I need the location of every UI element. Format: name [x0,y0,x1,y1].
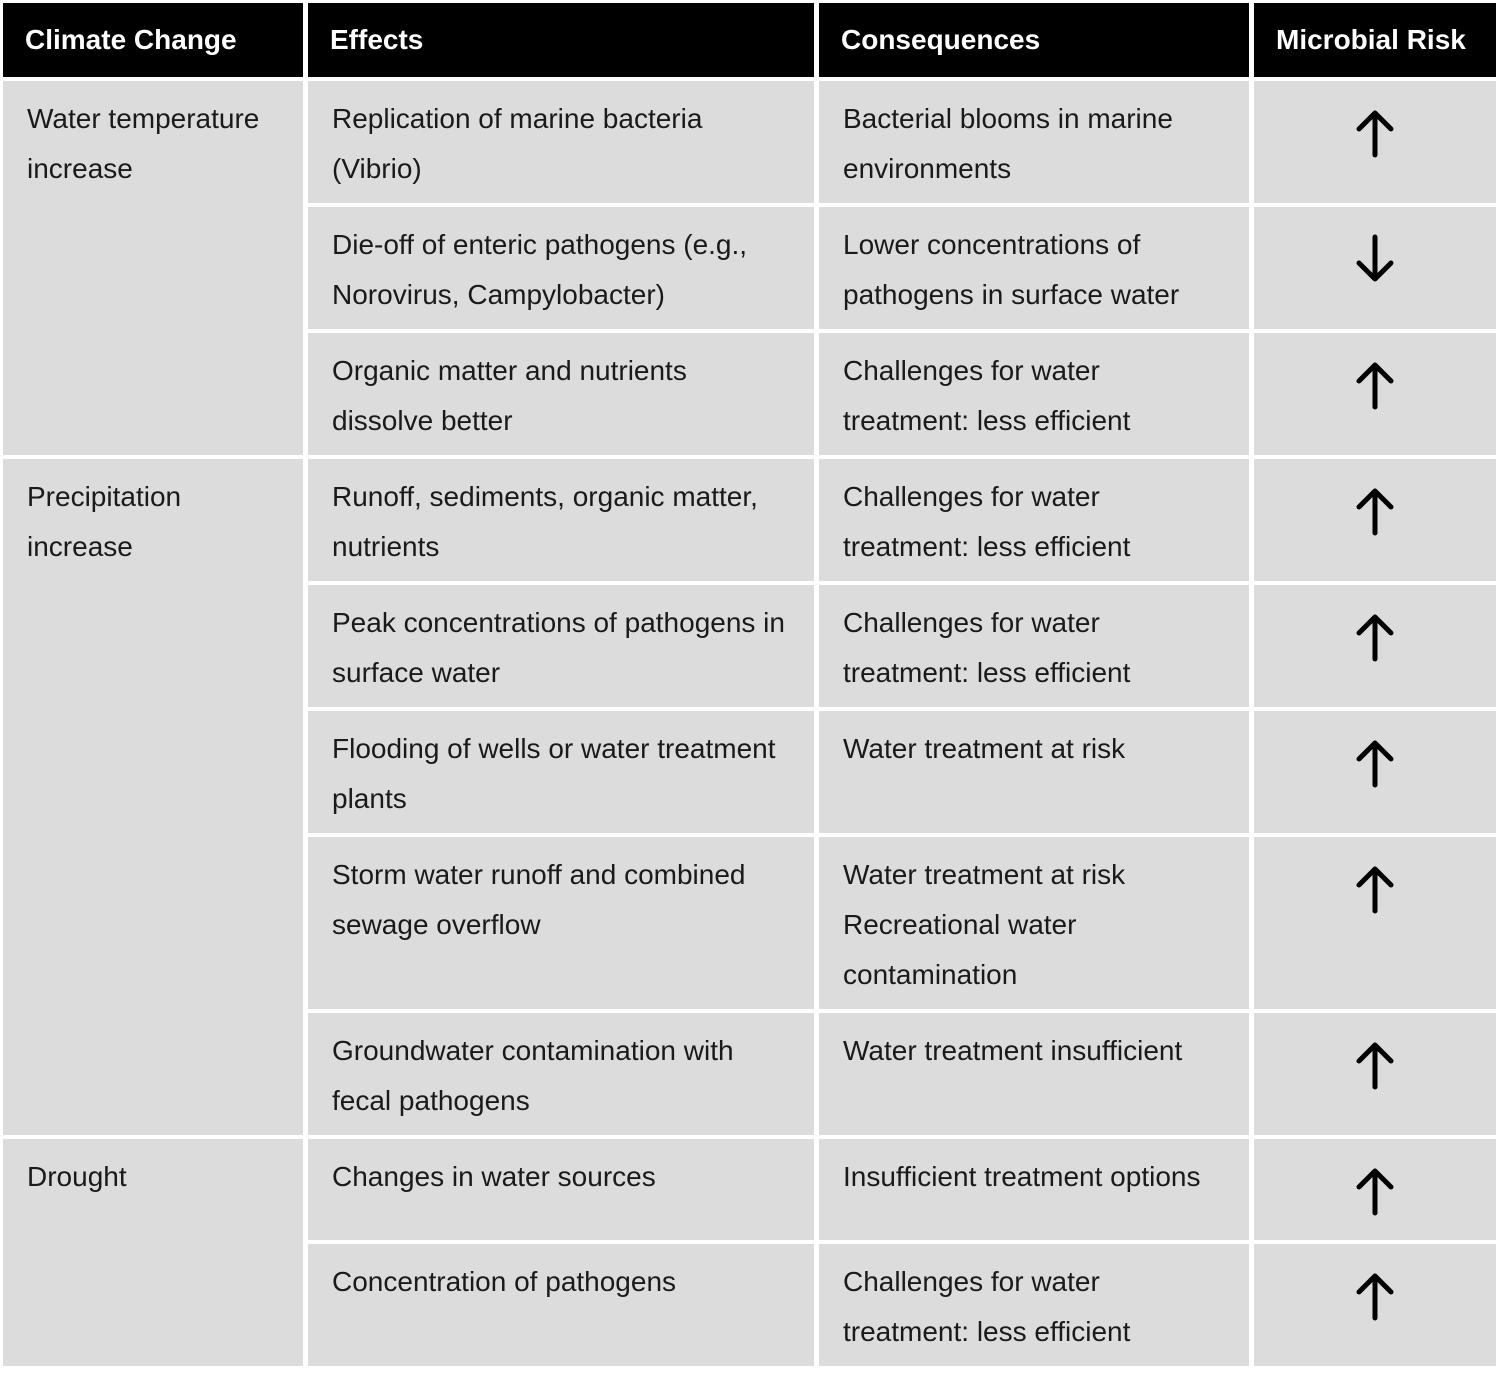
effect-cell: Concentration of pathogens [308,1244,814,1366]
climate-change-cell: Drought [3,1139,303,1366]
microbial-risk-cell [1254,585,1496,707]
consequence-text: Challenges for water treatment: less efficient [843,607,1131,688]
microbial-risk-cell [1254,333,1496,455]
effect-cell: Runoff, sediments, organic matter, nutrients [308,459,814,581]
consequence-text: Water treatment insufficient [843,1035,1183,1066]
effect-cell: Die-off of enteric pathogens (e.g., Norovirus, Campylobacter) [308,207,814,329]
consequence-cell [819,207,1249,329]
table-row [3,459,1496,581]
table-row [3,1139,1496,1240]
microbial-risk-cell [1254,711,1496,833]
header-effects: Effects [308,3,814,77]
microbial-risk-cell [1254,1013,1496,1135]
arrow-up-icon [1353,386,1397,417]
arrow-up-icon [1353,638,1397,669]
consequence-cell [819,1013,1249,1135]
consequence-cell [819,333,1249,455]
microbial-risk-cell [1254,81,1496,203]
consequence-text: Lower concentrations of pathogens in surface water [843,229,1180,310]
consequence-text: Water treatment at risk [843,859,1126,890]
effect-cell: Replication of marine bacteria (Vibrio) [308,81,814,203]
consequence-cell [819,585,1249,707]
arrow-up-icon [1353,512,1397,543]
header-consequences: Consequences [819,3,1249,77]
arrow-up-icon [1353,1192,1397,1223]
consequence-text: Water treatment at risk [843,733,1126,764]
arrow-up-icon [1353,134,1397,165]
consequence-cell [819,81,1249,203]
header-microbial-risk: Microbial Risk [1254,3,1496,77]
effect-cell: Flooding of wells or water treatment plants [308,711,814,833]
table-body [3,81,1496,1366]
microbial-risk-cell [1254,837,1496,1009]
consequence-cell [819,1244,1249,1366]
microbial-risk-cell [1254,459,1496,581]
consequence-cell [819,1139,1249,1240]
consequence-cell [819,837,1249,1009]
effect-cell: Organic matter and nutrients dissolve better [308,333,814,455]
header-row [3,3,1496,77]
effect-cell: Storm water runoff and combined sewage overflow [308,837,814,1009]
consequence-text: Insufficient treatment options [843,1161,1201,1192]
consequence-text: Bacterial blooms in marine environments [843,103,1173,184]
climate-change-cell: Water temperature increase [3,81,303,455]
microbial-risk-cell [1254,207,1496,329]
arrow-up-icon [1353,764,1397,795]
microbial-risk-cell [1254,1139,1496,1240]
consequence-text: Recreational water contamination [843,909,1077,990]
effect-cell: Groundwater contamination with fecal pathogens [308,1013,814,1135]
microbial-risk-cell [1254,1244,1496,1366]
effect-cell: Peak concentrations of pathogens in surface water [308,585,814,707]
consequence-text: Challenges for water treatment: less efficient [843,1266,1131,1347]
arrow-up-icon [1353,890,1397,921]
table-row [3,81,1496,203]
arrow-up-icon [1353,1297,1397,1328]
header-climate-change: Climate Change [3,3,303,77]
effect-cell: Changes in water sources [308,1139,814,1240]
consequence-cell [819,711,1249,833]
arrow-up-icon [1353,1066,1397,1097]
arrow-down-icon [1353,260,1397,291]
climate-change-cell: Precipitation increase [3,459,303,1135]
consequence-cell [819,459,1249,581]
consequence-text: Challenges for water treatment: less efficient [843,481,1131,562]
consequence-text: Challenges for water treatment: less efficient [843,355,1131,436]
